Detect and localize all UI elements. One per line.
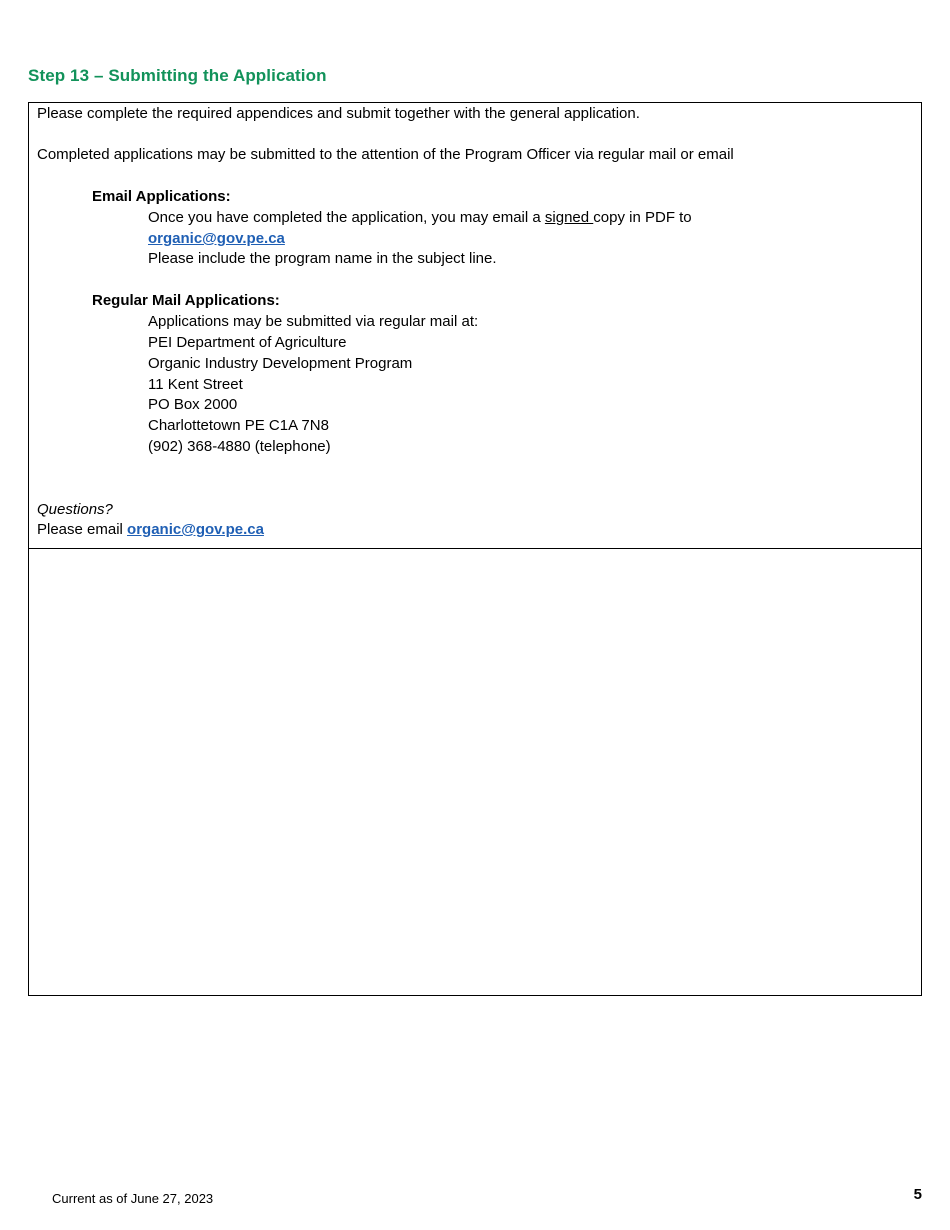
phone-line: (902) 368-4880 (telephone)	[148, 438, 331, 455]
questions-contact	[37, 520, 264, 540]
email-instructions-text-before: Once you have completed the application, you may email a	[148, 209, 545, 226]
email-section-title: Email Applications:	[92, 188, 231, 205]
footer-date: Current as of June 27, 2023	[52, 1191, 214, 1206]
email-link-line	[148, 229, 285, 249]
address-line: Charlottetown PE C1A 7N8	[148, 417, 329, 434]
email-instructions	[148, 208, 692, 228]
address-line: Organic Industry Development Program	[148, 355, 413, 372]
address-line: 11 Kent Street	[148, 376, 243, 393]
email-link[interactable]: organic@gov.pe.ca	[148, 230, 285, 247]
signed-word: signed	[544, 209, 594, 226]
page-title: Step 13 – Submitting the Application	[28, 66, 327, 85]
submission-info-box	[28, 102, 922, 549]
empty-table-cell	[28, 548, 922, 996]
mail-intro: Applications may be submitted via regular mail at:	[148, 313, 479, 330]
questions-email-link[interactable]: organic@gov.pe.ca	[127, 521, 264, 538]
questions-prefix: Please email	[37, 521, 128, 538]
subject-line-note: Please include the program name in the subject line.	[148, 250, 497, 267]
address-line: PO Box 2000	[148, 396, 238, 413]
intro-line-1: Please complete the required appendices and submit together with the general application.	[37, 105, 640, 122]
email-instructions-text-after: copy in PDF to	[593, 209, 692, 226]
page-number: 5	[913, 1186, 922, 1203]
address-line: PEI Department of Agriculture	[148, 334, 347, 351]
questions-label: Questions?	[37, 501, 113, 518]
mail-section-title: Regular Mail Applications:	[92, 292, 280, 309]
intro-line-2: Completed applications may be submitted to the attention of the Program Officer via regular mail or email	[37, 146, 734, 163]
